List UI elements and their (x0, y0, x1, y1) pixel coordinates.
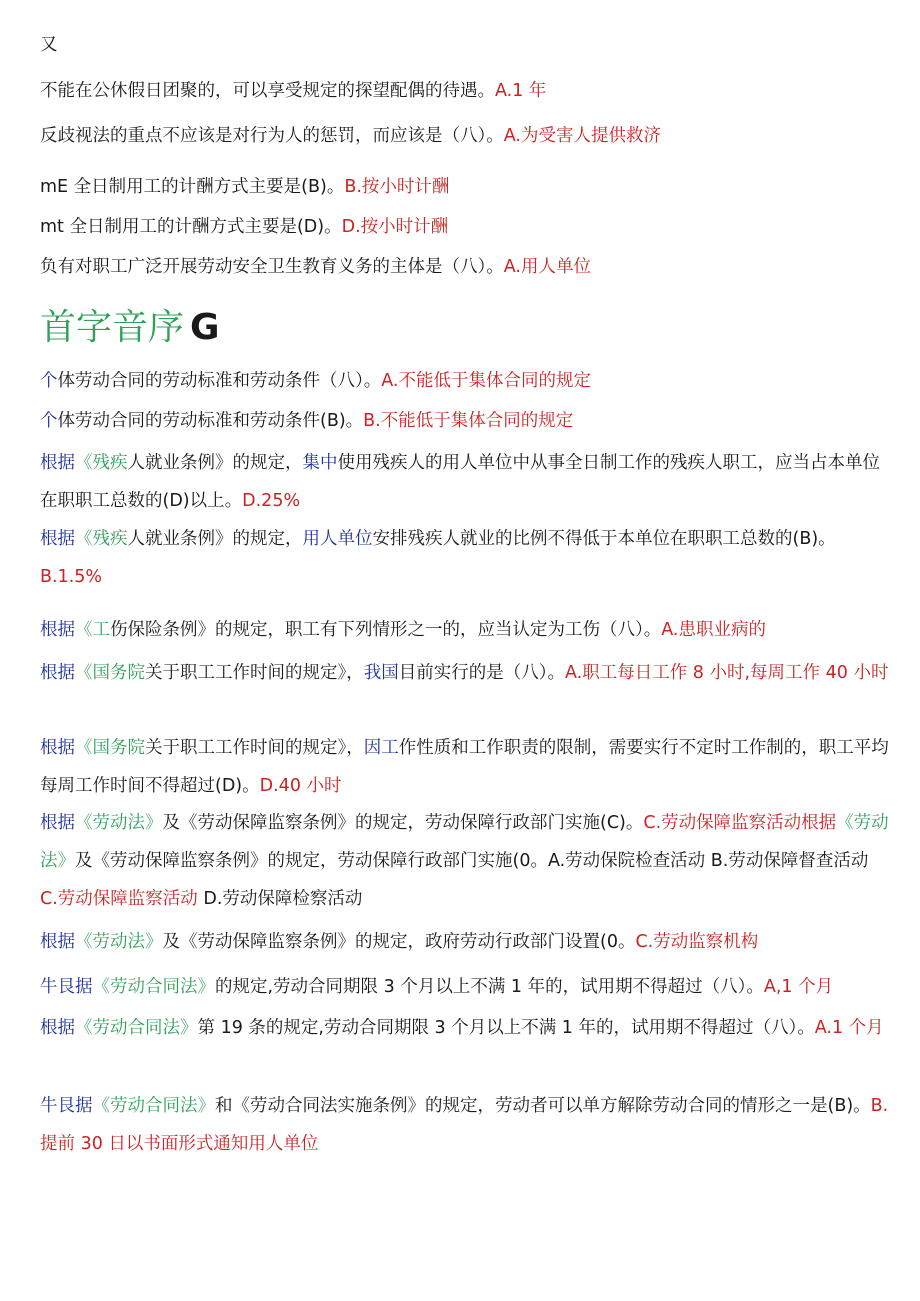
highlight-text: 集中 (302, 453, 338, 473)
lead-text: 根据 (40, 663, 75, 683)
answer-text: A.为受害人提供救济 (503, 126, 661, 146)
entry-line (40, 256, 890, 278)
entry-line (40, 216, 890, 238)
law-title: 《劳动法》 (75, 813, 163, 833)
question-text: mE 全日制用工的计酬方式主要是(B)。 (40, 177, 345, 197)
entry-paragraph (40, 729, 890, 805)
answer-text: D.按小时计酬 (341, 217, 449, 237)
lead-text: 个 (40, 411, 58, 431)
section-letter: G (190, 307, 220, 348)
lead-text: 个 (40, 371, 58, 391)
question-text: 负有对职工广泛开展劳动安全卫生教育义务的主体是（八）。 (40, 257, 504, 277)
entry-line (40, 80, 890, 102)
question-text: 使用残疾人的用人单位中从事全日制工作的残疾人职工，应当占本单位在职职工总数的(D)以上。 (40, 453, 880, 511)
answer-text: C.劳动保障监察活动根据 (643, 813, 837, 833)
entry-paragraph (40, 1087, 890, 1163)
question-text: 体劳动合同的劳动标准和劳动条件（八）。 (57, 371, 382, 391)
question-text: 目前实行的是（八）。 (398, 663, 565, 683)
question-text: 及《劳动保障监察条例》的规定，劳动保障行政部门实施(C)。 (162, 813, 644, 833)
law-title: 《劳动合同法》 (92, 977, 215, 997)
entry-line (40, 619, 890, 641)
answer-text: B.按小时计酬 (344, 177, 450, 197)
law-title: 《残疾 (75, 529, 128, 549)
lead-text: 牛艮据 (40, 1096, 93, 1116)
question-text: 伤保险条例》的规定，职工有下列情形之一的，应当认定为工伤（八）。 (110, 620, 662, 640)
answer-text: A,1 个月 (763, 977, 834, 997)
answer-text: B.提前 30 日以书面形式通知用人单位 (40, 1096, 889, 1154)
lead-text: 根据 (40, 1018, 75, 1038)
question-text: 的规定,劳动合同期限 3 个月以上不满 1 年的，试用期不得超过（八）。 (215, 977, 764, 997)
stray-character: 又 (40, 35, 58, 55)
entry-line (40, 370, 890, 392)
answer-text: B.不能低于集体合同的规定 (363, 411, 574, 431)
law-title: 《国务院 (75, 738, 145, 758)
answer-text: A.不能低于集体合同的规定 (381, 371, 591, 391)
entry-paragraph (40, 654, 890, 692)
entry-line (40, 976, 890, 998)
entry-paragraph (40, 520, 890, 596)
lead-text: 牛艮据 (40, 977, 93, 997)
entry-paragraph (40, 1009, 890, 1047)
law-title: 《残疾 (75, 453, 128, 473)
answer-text: C.劳动保障监察活动 (40, 889, 198, 909)
section-heading (40, 304, 220, 352)
question-text: 和《劳动合同法实施条例》的规定，劳动者可以单方解除劳动合同的情形之一是(B)。 (215, 1096, 871, 1116)
question-text: 人就业条例》的规定， (127, 453, 303, 473)
answer-text: A.患职业病的 (661, 620, 766, 640)
question-text: 体劳动合同的劳动标准和劳动条件(B)。 (57, 411, 364, 431)
lead-text: 根据 (40, 453, 75, 473)
law-title: 《劳动合同法》 (92, 1096, 215, 1116)
highlight-text: 因工 (363, 738, 399, 758)
entry-line (40, 125, 890, 147)
question-text: 关于职工工作时间的规定》， (145, 663, 364, 683)
lead-text: 根据 (40, 620, 75, 640)
answer-text: A.职工每日工作 8 小时,每周工作 40 小时 (565, 663, 889, 683)
question-text: 及《劳动保障监察条例》的规定，劳动保障行政部门实施(0。A.劳动保院检查活动 B.劳动保障督查活动 (75, 851, 869, 871)
answer-text: C.劳动监察机构 (635, 932, 759, 952)
question-text: 作性质和工作职责的限制，需要实行不定时工作制的，职工平均每周工作时间不得超过(D)。 (40, 738, 889, 796)
answer-text: A.1 年 (495, 81, 547, 101)
answer-text: D.40 小时 (259, 776, 342, 796)
law-title: 《劳动法》 (40, 813, 889, 871)
question-text: 关于职工工作时间的规定》， (145, 738, 364, 758)
question-text: 人就业条例》的规定， (127, 529, 303, 549)
entry-line (40, 410, 890, 432)
law-title: 《国务院 (75, 663, 145, 683)
lead-text: 根据 (40, 738, 75, 758)
answer-text: D.25% (242, 491, 301, 511)
law-title: 《劳动法》 (75, 932, 163, 952)
question-text: 第 19 条的规定,劳动合同期限 3 个月以上不满 1 年的，试用期不得超过（八）。 (197, 1018, 815, 1038)
answer-text: B.1.5% (40, 567, 103, 587)
lead-text: 根据 (40, 932, 75, 952)
entry-paragraph (40, 444, 890, 520)
question-text: 反歧视法的重点不应该是对行为人的惩罚，而应该是（八）。 (40, 126, 504, 146)
question-text: mt 全日制用工的计酬方式主要是(D)。 (40, 217, 342, 237)
lead-text: 根据 (40, 813, 75, 833)
highlight-text: 用人单位 (302, 529, 373, 549)
entry-line (40, 931, 890, 953)
question-text: 不能在公休假日团聚的，可以享受规定的探望配偶的待遇。 (40, 81, 495, 101)
answer-text: A.1 个月 (814, 1018, 884, 1038)
lead-text: 根据 (40, 529, 75, 549)
law-title: 《劳动合同法》 (75, 1018, 198, 1038)
entry-paragraph (40, 804, 890, 918)
question-text: 及《劳动保障监察条例》的规定，政府劳动行政部门设置(0。 (162, 932, 636, 952)
section-title: 首字音序 (40, 307, 185, 348)
highlight-text: 我国 (363, 663, 399, 683)
entry-line (40, 176, 890, 198)
question-text: 安排残疾人就业的比例不得低于本单位在职职工总数的(B)。 (372, 529, 836, 549)
answer-text: A.用人单位 (503, 257, 591, 277)
law-title: 《工 (75, 620, 110, 640)
question-text: D.劳动保障检察活动 (197, 889, 363, 909)
